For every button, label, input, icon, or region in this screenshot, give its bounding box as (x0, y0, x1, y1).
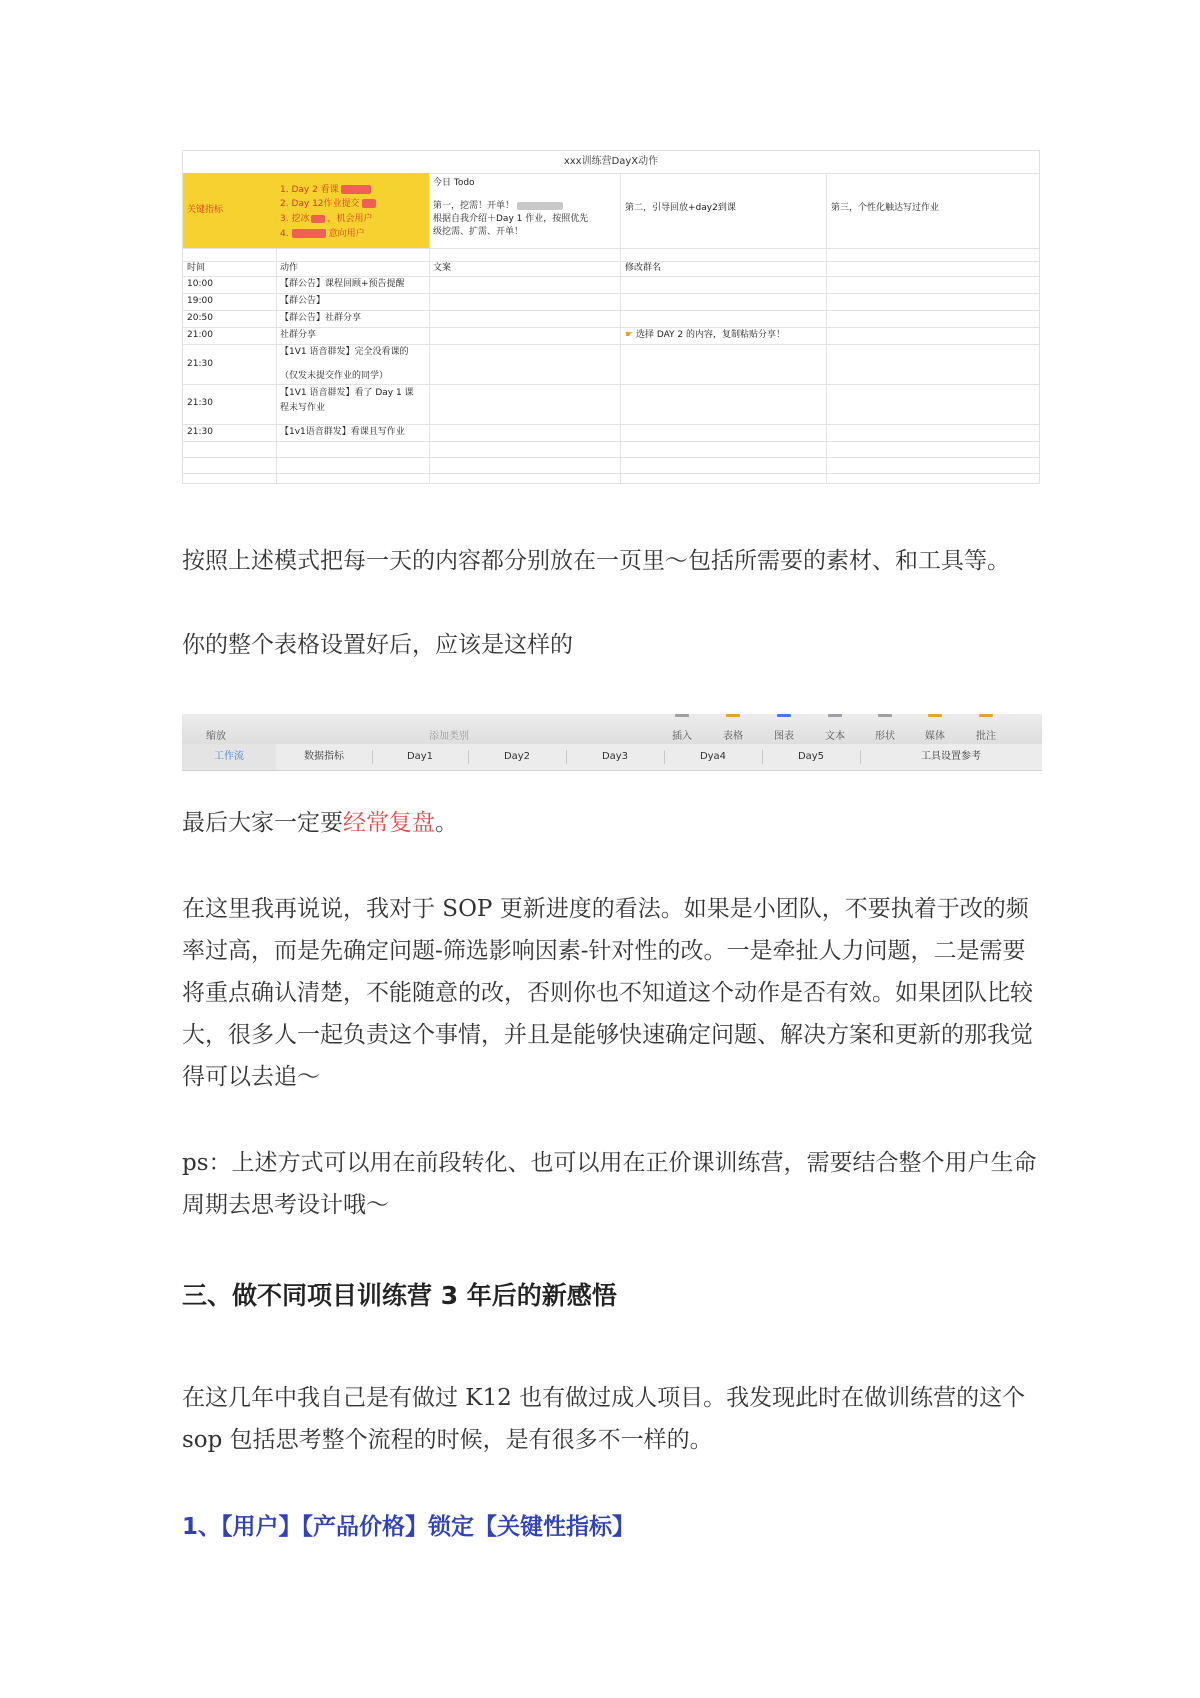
row-time: 10:00 (187, 279, 213, 289)
insert-button[interactable]: 插入 (672, 731, 692, 742)
shape-button[interactable]: 形状 (875, 731, 895, 742)
header-copy: 文案 (433, 263, 452, 273)
toolbar-screenshot (182, 714, 1042, 792)
header-action: 动作 (280, 263, 299, 273)
tab-workflow[interactable]: 工作流 (182, 744, 276, 770)
insert-icon (675, 714, 689, 717)
row-time: 19:00 (187, 296, 213, 306)
row-action-sub: （仅发未提交作业的同学） (280, 371, 389, 381)
kpi-item: 4. 意向用户 (280, 229, 365, 239)
comment-icon (979, 714, 993, 717)
kpi-label-cell (183, 173, 276, 248)
media-button[interactable]: 媒体 (925, 731, 945, 742)
chart-button[interactable]: 图表 (774, 731, 794, 742)
zoom-label[interactable]: 缩放 (206, 731, 226, 742)
paragraph-review: 最后大家一定要经常复盘。 (182, 810, 458, 836)
media-icon (928, 714, 942, 717)
row-time: 20:50 (187, 313, 213, 323)
paragraph: 在这几年中我自己是有做过 K12 也有做过成人项目。我发现此时在做训练营的这个 sop 包括思考整个流程的时候，是有很多不一样的。 (182, 1385, 1026, 1453)
paragraph: 在这里我再说说，我对于 SOP 更新进度的看法。如果是小团队，不要执着于改的频率过高，而是先确定问题-筛选影响因素-针对性的改。一是牵扯人力问题，二是需要将重点确认清楚，不能随意的改，否则你也不知道这个动作是否有效。如果团队比较大，很多人一起负责这个事情，并且是能够快速确定问题、解决方案和更新的那我觉得可以去追～ (182, 896, 1033, 1090)
row-time: 21:30 (187, 359, 213, 369)
kpi-item: 2. Day 12作业提交 (280, 196, 376, 209)
comment-button[interactable]: 批注 (976, 731, 996, 742)
tab-data-metrics[interactable]: 数据指标 (304, 751, 344, 762)
text-icon (828, 714, 842, 717)
todo-label: 今日 Todo (433, 178, 475, 188)
add-category-label[interactable]: 添加类别 (429, 731, 469, 742)
highlight-text: 经常复盘 (343, 810, 435, 836)
kpi-list-cell (276, 173, 429, 248)
paragraph: ps：上述方式可以用在前段转化、也可以用在正价课训练营，需要结合整个用户生命周期去思考设计哦～ (182, 1150, 1037, 1218)
row-action-sub: 程未写作业 (280, 403, 326, 413)
row-note: ☛ 选择 DAY 2 的内容，复制粘贴分享！ (625, 330, 785, 340)
sheet-tabs (182, 744, 1042, 771)
toolbar-top (182, 714, 1042, 745)
chart-icon (777, 714, 791, 717)
pointing-hand-icon: ☛ (625, 330, 634, 340)
sub-heading: 1、【用户】【产品价格】锁定【关键性指标】 (182, 1514, 636, 1540)
tab-day4[interactable]: Dya4 (699, 751, 727, 762)
row-action: 【1V1 语音群发】完全没看课的 (280, 347, 409, 357)
tab-day2[interactable]: Day2 (503, 751, 531, 762)
kpi-item: 1. Day 2 看课 (280, 182, 371, 195)
table-icon (726, 714, 740, 717)
todo-third: 第三，个性化触达写过作业 (831, 203, 940, 213)
row-action: 【1V1 语音群发】看了 Day 1 课 (280, 388, 414, 398)
paragraph: 按照上述模式把每一天的内容都分别放在一页里～包括所需要的素材、和工具等。 (182, 548, 1010, 574)
row-action: 【群公告】课程回顾+预告提醒 (280, 279, 405, 289)
row-action: 【1v1语音群发】看课且写作业 (280, 427, 405, 437)
row-action: 社群分享 (280, 330, 317, 340)
header-rename: 修改群名 (625, 263, 662, 273)
row-action: 【群公告】 (280, 296, 326, 306)
tab-day5[interactable]: Day5 (797, 751, 825, 762)
todo-first: 第一，挖需！开单！ 根据自我介绍＋Day 1 作业，按照优先 级挖需、扩需、开单！ (433, 201, 589, 237)
row-time: 21:30 (187, 427, 213, 437)
todo-second: 第二，引导回放+day2到课 (625, 203, 736, 213)
tab-day1[interactable]: Day1 (406, 751, 434, 762)
row-time: 21:00 (187, 330, 213, 340)
sheet-title: xxx训练营DayX动作 (563, 156, 659, 167)
paragraph: 你的整个表格设置好后，应该是这样的 (182, 632, 573, 658)
row-time: 21:30 (187, 398, 213, 408)
tab-tool-settings[interactable]: 工具设置参考 (921, 751, 981, 762)
kpi-item: 3. 挖冰 ，机会用户 (280, 214, 373, 224)
section-heading: 三、做不同项目训练营 3 年后的新感悟 (182, 1281, 617, 1310)
spreadsheet-screenshot (182, 150, 1040, 484)
header-time: 时间 (187, 263, 206, 273)
kpi-label: 关键指标 (187, 205, 224, 215)
tab-day3[interactable]: Day3 (601, 751, 629, 762)
row-action: 【群公告】社群分享 (280, 313, 362, 323)
shape-icon (878, 714, 892, 717)
text-button[interactable]: 文本 (825, 731, 845, 742)
table-button[interactable]: 表格 (723, 731, 743, 742)
